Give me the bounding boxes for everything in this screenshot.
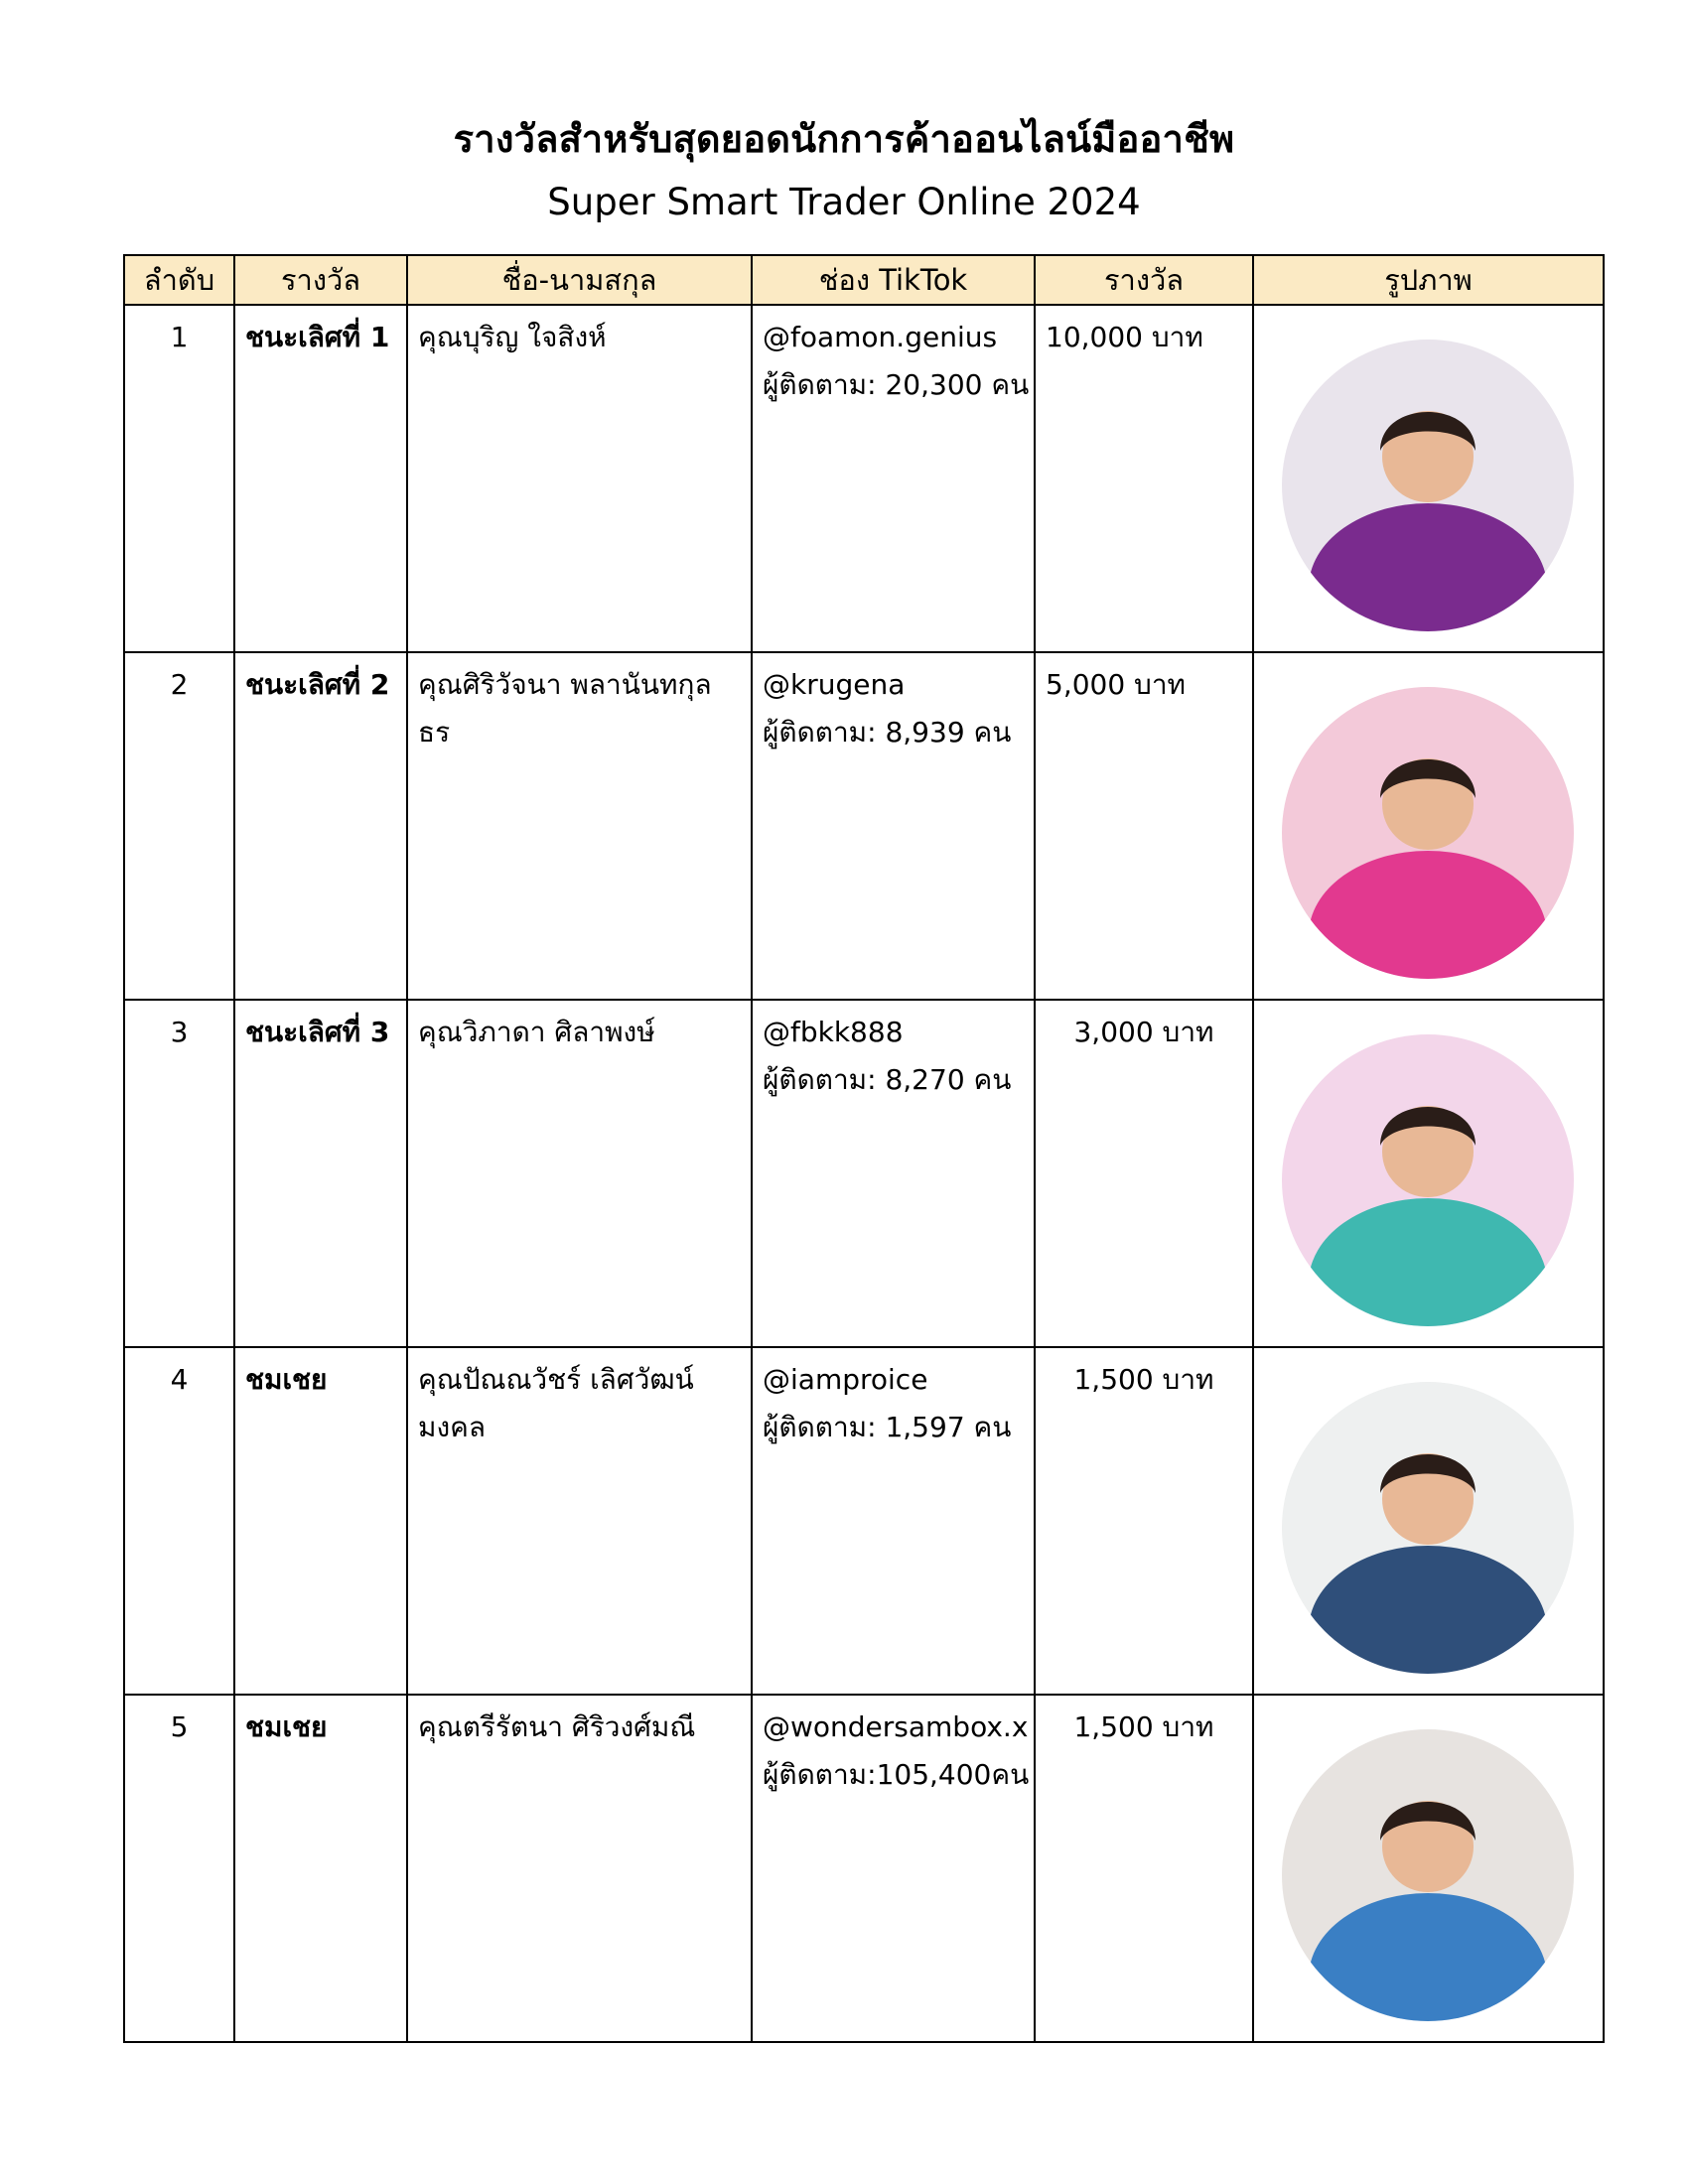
header-name: ชื่อ-นามสกุล <box>407 255 752 305</box>
table-row <box>124 652 1604 1000</box>
header-prize: รางวัล <box>1035 255 1253 305</box>
avatar-photo <box>1282 687 1574 979</box>
rank-cell: 4 <box>124 1347 234 1695</box>
tiktok-handle: @wondersambox.x <box>763 1710 1029 1743</box>
prize-cell: 1,500 บาท <box>1035 1695 1253 2042</box>
header-rank: ลำดับ <box>124 255 234 305</box>
prize-cell: 5,000 บาท <box>1035 652 1253 1000</box>
name-cell: คุณตรีรัตนา ศิริวงศ์มณี <box>407 1695 752 2042</box>
table-row <box>124 1000 1604 1347</box>
prize-cell: 3,000 บาท <box>1035 1000 1253 1347</box>
prize-cell: 1,500 บาท <box>1035 1347 1253 1695</box>
award-cell: ชมเชย <box>234 1347 407 1695</box>
name-cell: คุณวิภาดา ศิลาพงษ์ <box>407 1000 752 1347</box>
award-cell: ชนะเลิศที่ 2 <box>234 652 407 1000</box>
name-cell: คุณปัณณวัชร์ เลิศวัฒน์มงคล <box>407 1347 752 1695</box>
channel-cell <box>752 652 1035 1000</box>
follower-count: ผู้ติดตาม: 20,300 คน <box>763 368 1030 401</box>
tiktok-handle: @foamon.genius <box>763 321 998 353</box>
photo-cell <box>1253 652 1604 1000</box>
photo-cell <box>1253 1695 1604 2042</box>
table-header-row <box>124 255 1604 305</box>
prize-cell: 10,000 บาท <box>1035 305 1253 652</box>
channel-cell <box>752 1695 1035 2042</box>
avatar-photo <box>1282 1729 1574 2021</box>
channel-cell <box>752 305 1035 652</box>
name-cell: คุณบุริญ ใจสิงห์ <box>407 305 752 652</box>
tiktok-handle: @fbkk888 <box>763 1016 904 1048</box>
document-subtitle: Super Smart Trader Online 2024 <box>547 181 1141 223</box>
photo-cell <box>1253 1347 1604 1695</box>
award-cell: ชนะเลิศที่ 3 <box>234 1000 407 1347</box>
document-title: รางวัลสำหรับสุดยอดนักการค้าออนไลน์มืออาชีพ <box>453 117 1235 161</box>
channel-cell <box>752 1000 1035 1347</box>
table-row <box>124 1695 1604 2042</box>
rank-cell: 2 <box>124 652 234 1000</box>
award-cell: ชมเชย <box>234 1695 407 2042</box>
tiktok-handle: @iamproice <box>763 1363 928 1396</box>
follower-count: ผู้ติดตาม: 8,270 คน <box>763 1063 1012 1096</box>
rank-cell: 3 <box>124 1000 234 1347</box>
tiktok-handle: @krugena <box>763 668 906 701</box>
avatar-photo <box>1282 1034 1574 1326</box>
header-award: รางวัล <box>234 255 407 305</box>
follower-count: ผู้ติดตาม: 1,597 คน <box>763 1411 1012 1443</box>
avatar-photo <box>1282 340 1574 631</box>
channel-cell <box>752 1347 1035 1695</box>
name-cell: คุณศิริวัจนา พลานันทกุลธร <box>407 652 752 1000</box>
header-photo: รูปภาพ <box>1253 255 1604 305</box>
table-row <box>124 1347 1604 1695</box>
rank-cell: 5 <box>124 1695 234 2042</box>
photo-cell <box>1253 1000 1604 1347</box>
follower-count: ผู้ติดตาม: 8,939 คน <box>763 716 1012 749</box>
follower-count: ผู้ติดตาม:105,400คน <box>763 1758 1030 1791</box>
header-channel: ช่อง TikTok <box>752 255 1035 305</box>
awards-table <box>123 254 1605 2043</box>
rank-cell: 1 <box>124 305 234 652</box>
photo-cell <box>1253 305 1604 652</box>
table-row <box>124 305 1604 652</box>
avatar-photo <box>1282 1382 1574 1674</box>
award-cell: ชนะเลิศที่ 1 <box>234 305 407 652</box>
